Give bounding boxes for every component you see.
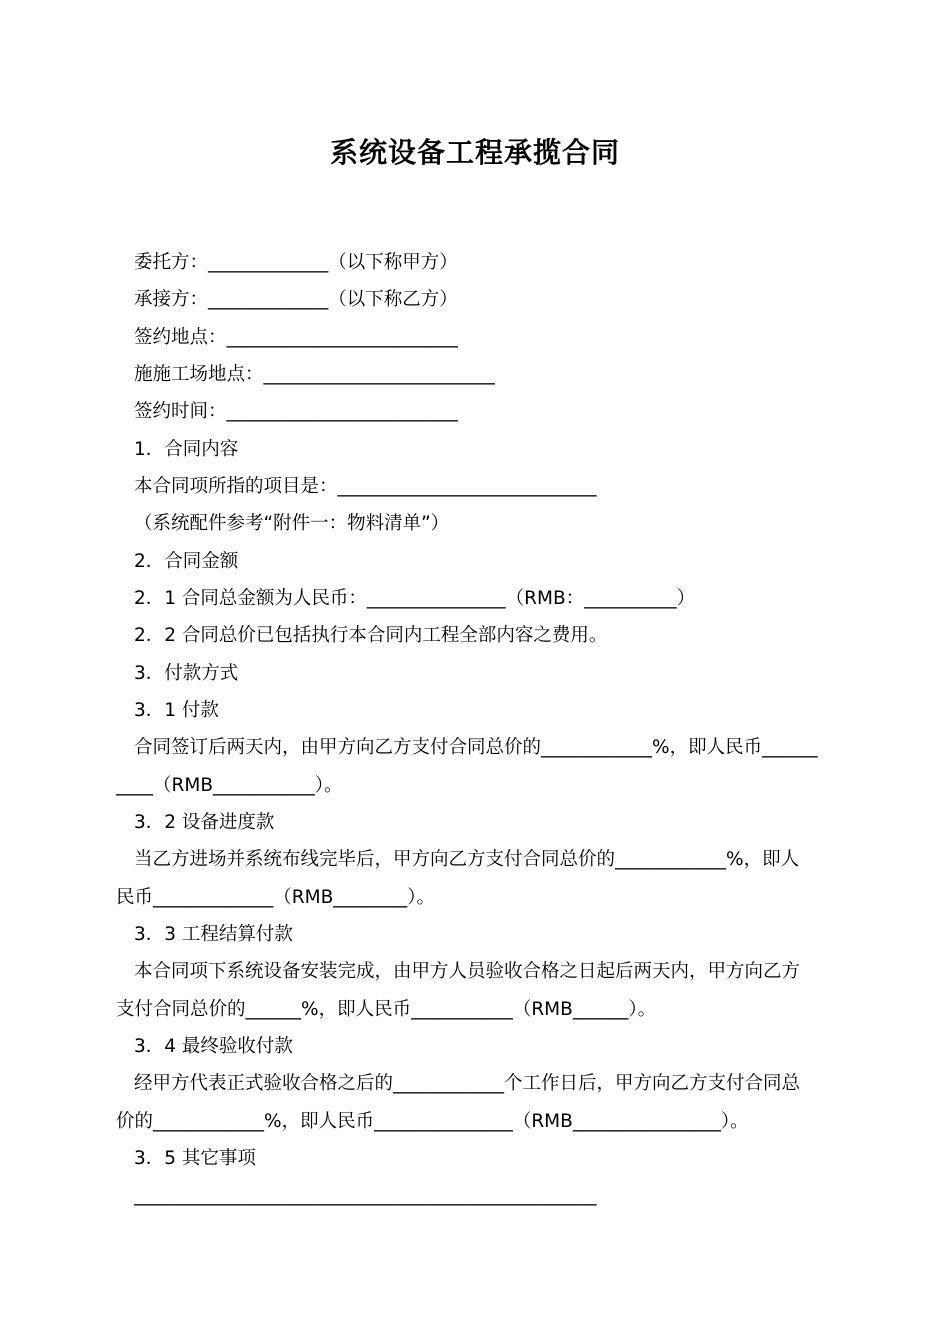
clause-3-3-heading: 3．3 工程结算付款 [134,924,293,945]
section-3-heading: 3．付款方式 [134,663,239,684]
clause-3-1-text-1: 合同签订后两天内，由甲方向乙方支付合同总价的____________%，即人民币______ [134,737,818,758]
clause-3-2-text-1: 当乙方进场并系统布线完毕后，甲方向乙方支付合同总价的____________%，即人 [134,849,800,870]
party-b-line: 承接方：_____________（以下称乙方） [134,289,458,310]
clause-3-3-text-1: 本合同项下系统设备安装完成，由甲方人员验收合格之日起后两天内，甲方向乙方 [134,961,801,982]
party-a-line: 委托方：_____________（以下称甲方） [134,252,458,273]
clause-3-2-heading: 3．2 设备进度款 [134,812,275,833]
clause-2-1: 2．1 合同总金额为人民币：_______________（RMB：__________） [134,588,696,609]
clause-3-2-text-2: 民币_____________（RMB________）。 [116,887,436,908]
other-matters-blank: __________________________________________________ [134,1185,597,1206]
section-2-heading: 2．合同金额 [134,551,239,572]
section-1-heading: 1．合同内容 [134,439,239,460]
signing-place-line: 签约地点：_________________________ [134,327,458,348]
clause-3-4-text-2: 价的____________%，即人民币_______________（RMB________________）。 [116,1111,749,1132]
clause-3-1-text-2: ____（RMB___________）。 [116,775,343,796]
document-title: 系统设备工程承揽合同 [329,136,620,169]
clause-2-2: 2．2 合同总价已包括执行本合同内工程全部内容之费用。 [134,625,608,646]
project-line: 本合同项所指的项目是：____________________________ [134,476,597,497]
construction-site-line: 施施工场地点：_________________________ [134,364,495,385]
attachment-note: （系统配件参考“附件一：物料清单”） [134,513,450,534]
clause-3-5-heading: 3．5 其它事项 [134,1148,256,1169]
clause-3-3-text-2: 支付合同总价的______%，即人民币___________（RMB______）。 [116,999,657,1020]
clause-3-4-text-1: 经甲方代表正式验收合格之后的____________个工作日后，甲方向乙方支付合同总 [134,1073,801,1094]
signing-time-line: 签约时间：_________________________ [134,401,458,422]
clause-3-1-heading: 3．1 付款 [134,700,219,721]
clause-3-4-heading: 3．4 最终验收付款 [134,1036,293,1057]
